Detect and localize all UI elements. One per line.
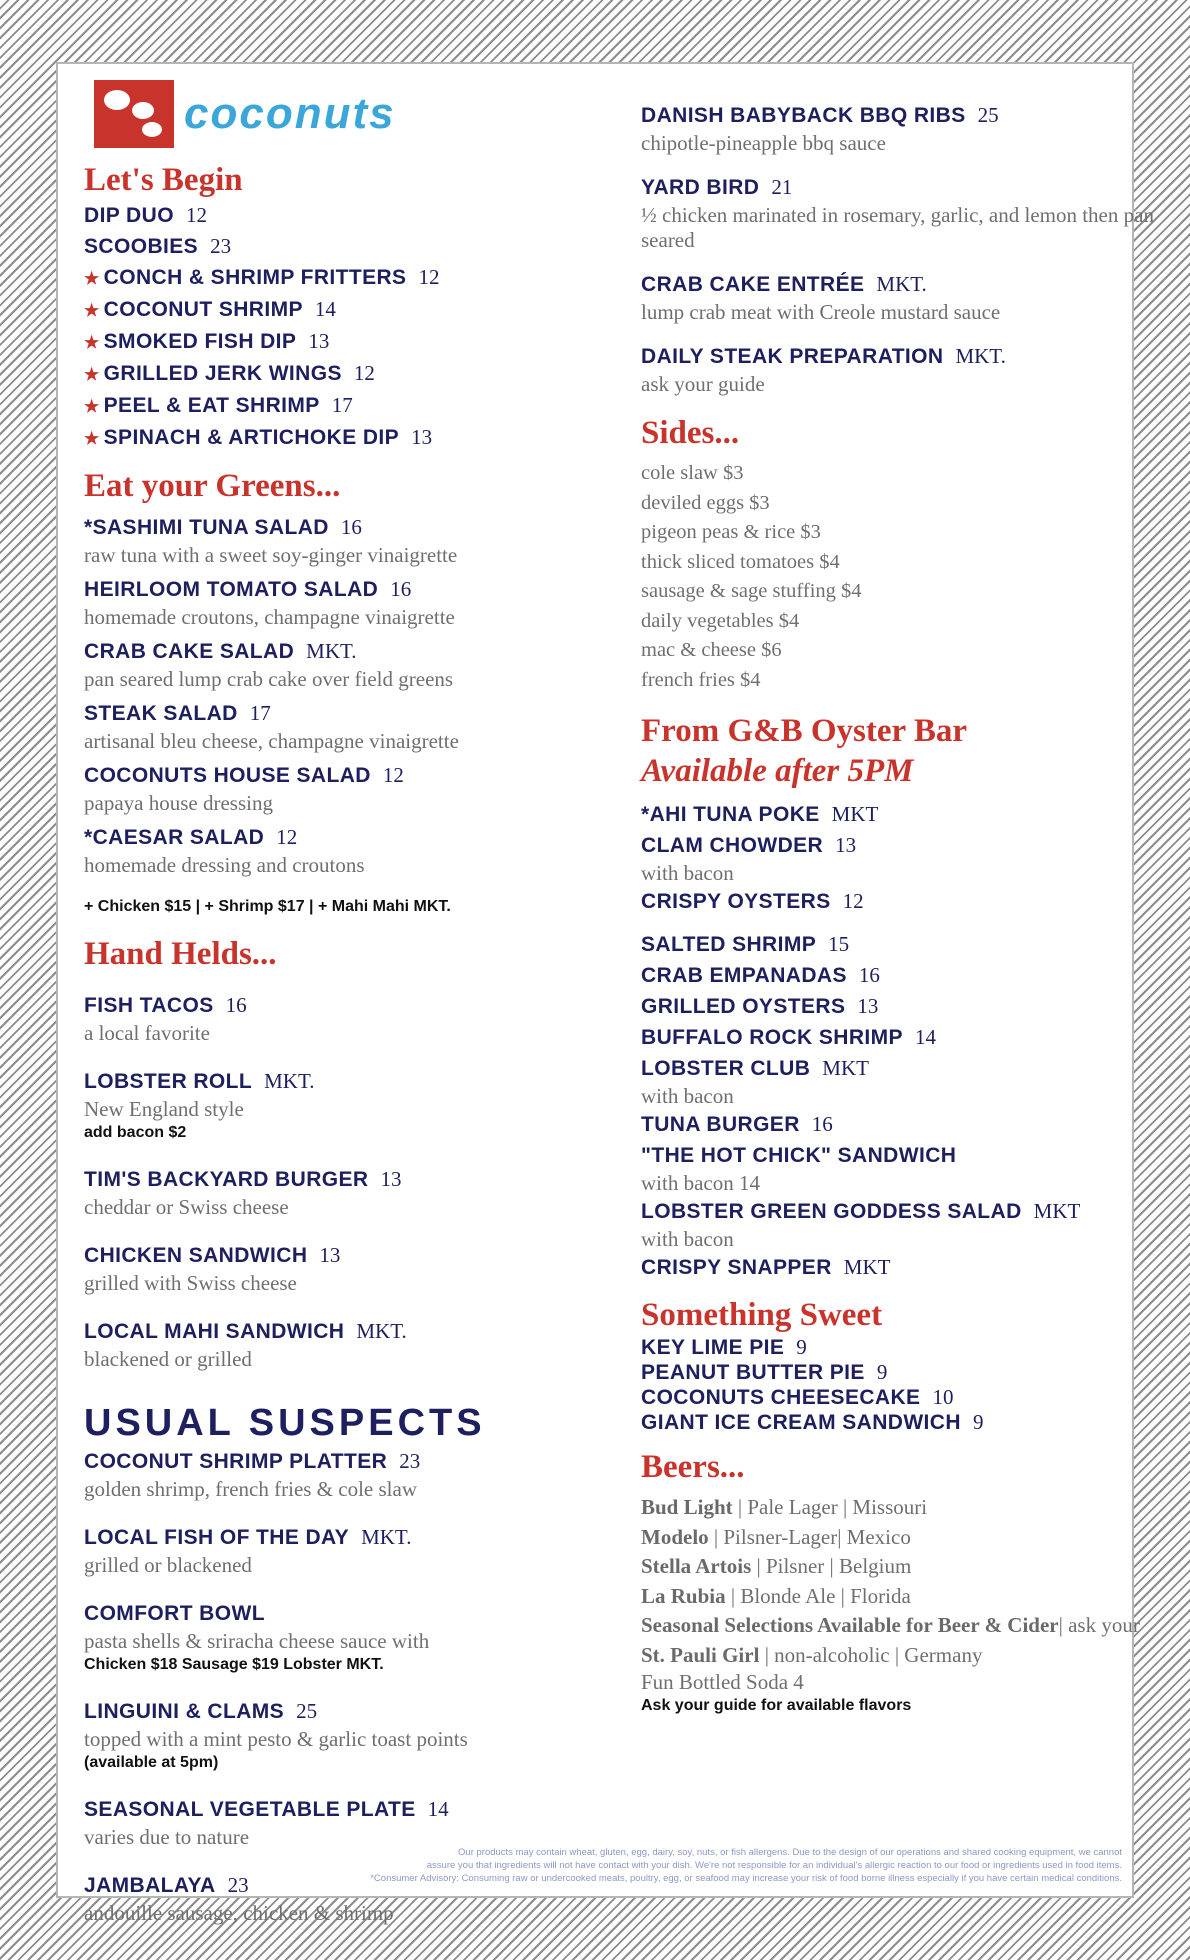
item-price: 13	[308, 329, 330, 353]
beer-item	[641, 1611, 1181, 1641]
item-price: 13	[857, 994, 879, 1018]
beer-name: Stella Artois	[641, 1554, 752, 1578]
beer-name: Modelo	[641, 1524, 709, 1549]
spacer	[84, 1220, 584, 1240]
item-name: *AHI TUNA POKE	[641, 803, 820, 826]
section-title-beers: Beers...	[641, 1449, 745, 1485]
item-name: *SASHIMI TUNA SALAD	[84, 516, 329, 539]
star-icon: ★	[84, 301, 100, 320]
disclaimer-line-2: assure you that ingredients will not have contact with your dish. We're not responsible for an individual's allergic reaction to our food or ingredients used in food items.	[426, 1860, 1122, 1871]
menu-item	[641, 1053, 1181, 1084]
item-name: PEANUT BUTTER PIE	[641, 1361, 865, 1384]
beer-detail: | Blonde Ale | Florida	[725, 1583, 911, 1608]
item-name: LOCAL FISH OF THE DAY	[84, 1526, 350, 1549]
item-description: with bacon	[641, 861, 734, 885]
item-price: MKT.	[361, 1525, 412, 1549]
spacer	[641, 156, 1181, 172]
item-price: 14	[314, 297, 336, 321]
star-icon: ★	[84, 269, 100, 288]
menu-item	[84, 574, 584, 605]
item-name: GRILLED JERK WINGS	[103, 362, 342, 385]
item-note: add bacon $2	[84, 1124, 187, 1141]
item-price: MKT	[831, 802, 879, 826]
item-name: SCOOBIES	[84, 235, 199, 258]
item-price: MKT	[843, 1255, 891, 1279]
salad-addons: + Chicken $15 | + Shrimp $17 | + Mahi Mahi MKT.	[84, 898, 451, 915]
item-price: 23	[227, 1873, 249, 1897]
item-description: pasta shells & sriracha cheese sauce with	[84, 1629, 430, 1653]
item-name: LOCAL MAHI SANDWICH	[84, 1320, 345, 1343]
item-price: MKT.	[306, 639, 357, 663]
item-name: YARD BIRD	[641, 176, 760, 199]
menu-item	[641, 269, 1181, 300]
spacer	[641, 397, 1181, 413]
item-description: pan seared lump crab cake over field greens	[84, 667, 454, 691]
item-description: with bacon 14	[641, 1171, 760, 1195]
beer-item	[641, 1582, 1181, 1612]
menu-item	[84, 990, 584, 1021]
menu-item	[84, 326, 584, 358]
spacer	[84, 1676, 584, 1696]
spacer	[84, 1774, 584, 1794]
beer-detail: | Pilsner | Belgium	[751, 1554, 912, 1578]
oyster-list-2	[641, 929, 1181, 1283]
item-description: a local favorite	[84, 1021, 210, 1045]
item-name: CRISPY SNAPPER	[641, 1256, 832, 1279]
beer-list	[641, 1493, 1181, 1670]
dessert-item	[641, 1335, 1181, 1360]
item-price: MKT.	[876, 272, 927, 296]
item-price: 25	[977, 103, 999, 127]
item-name: CRAB CAKE SALAD	[84, 640, 295, 663]
item-description: artisanal bleu cheese, champagne vinaigrette	[84, 729, 459, 753]
menu-item	[84, 1446, 584, 1477]
item-name: COMFORT BOWL	[84, 1602, 265, 1625]
item-name: SEASONAL VEGETABLE PLATE	[84, 1798, 416, 1821]
item-price: 13	[380, 1167, 402, 1191]
item-name: COCONUT SHRIMP	[103, 298, 303, 321]
item-name: SPINACH & ARTICHOKE DIP	[103, 426, 400, 449]
item-name: CONCH & SHRIMP FRITTERS	[103, 266, 407, 289]
item-price: 21	[771, 175, 793, 199]
menu-item	[84, 1316, 584, 1347]
beer-detail: | non-alcoholic | Germany	[759, 1642, 983, 1667]
item-description: homemade croutons, champagne vinaigrette	[84, 605, 455, 629]
item-description: New England style	[84, 1097, 244, 1121]
menu-item	[84, 1696, 584, 1727]
item-price: 12	[382, 763, 404, 787]
disclaimer-line-1: Our products may contain wheat, gluten, egg, dairy, soy, nuts, or fish allergens. Due to the design of our operations and shared cooking equipment, we cannot	[458, 1847, 1122, 1858]
menu-item	[641, 100, 1181, 131]
spacer	[84, 1144, 584, 1164]
side-item: pigeon peas & rice $3	[641, 521, 821, 543]
item-price: 13	[319, 1243, 341, 1267]
item-price: 16	[858, 963, 880, 987]
beer-item	[641, 1523, 1181, 1553]
beer-name: Seasonal Selections Available for Beer & Cider	[641, 1613, 1059, 1637]
item-name: PEEL & EAT SHRIMP	[103, 394, 320, 417]
item-name: HEIRLOOM TOMATO SALAD	[84, 578, 379, 601]
side-item: deviled eggs $3	[641, 491, 770, 514]
menu-item	[84, 1522, 584, 1553]
menu-item	[641, 1252, 1181, 1283]
item-description: ½ chicken marinated in rosemary, garlic, and lemon then pan seared	[641, 203, 1154, 252]
menu-item	[84, 636, 584, 667]
item-price: 12	[185, 203, 207, 227]
menu-item	[84, 512, 584, 543]
item-description: lump crab meat with Creole mustard sauce	[641, 300, 1001, 324]
menu-item	[84, 1794, 584, 1825]
menu-item	[84, 422, 584, 454]
item-price: 12	[276, 825, 298, 849]
menu-item	[84, 1240, 584, 1271]
star-icon: ★	[84, 365, 100, 384]
section-subtitle-oyster-bar: Available after 5PM	[641, 753, 914, 789]
item-price: 16	[390, 577, 412, 601]
sweet-list	[641, 1335, 1181, 1435]
beer-detail: | ask your	[1058, 1613, 1140, 1637]
item-name: BUFFALO ROCK SHRIMP	[641, 1026, 903, 1049]
side-item: daily vegetables $4	[641, 609, 800, 632]
beer-item	[641, 1552, 1181, 1582]
item-description: chipotle-pineapple bbq sauce	[641, 131, 886, 155]
soda-line: Fun Bottled Soda 4	[641, 1670, 804, 1694]
item-name: FISH TACOS	[84, 994, 214, 1017]
spacer	[84, 1578, 584, 1598]
section-title-lets-begin: Let's Begin	[84, 162, 243, 198]
greens-list	[84, 512, 584, 884]
menu-item	[84, 822, 584, 853]
item-name: LOBSTER ROLL	[84, 1070, 253, 1093]
side-item: thick sliced tomatoes $4	[641, 550, 840, 573]
star-icon: ★	[84, 429, 100, 448]
item-name: "THE HOT CHICK" SANDWICH	[641, 1144, 957, 1167]
menu-item	[84, 760, 584, 791]
beer-name: Bud Light	[641, 1495, 733, 1519]
spacer	[84, 1502, 584, 1522]
item-name: SMOKED FISH DIP	[103, 330, 297, 353]
item-name: LINGUINI & CLAMS	[84, 1700, 285, 1723]
item-name: GRILLED OYSTERS	[641, 995, 846, 1018]
menu-item	[84, 294, 584, 326]
dessert-item	[641, 1385, 1181, 1410]
item-price: 12	[353, 361, 375, 385]
side-item: french fries $4	[641, 668, 761, 691]
item-price: 16	[340, 515, 362, 539]
item-name: CRAB CAKE ENTRÉE	[641, 273, 865, 296]
spacer	[84, 1296, 584, 1316]
oyster-list-1	[641, 799, 1181, 917]
item-price: 23	[399, 1449, 421, 1473]
menu-item	[84, 200, 584, 231]
menu-item	[84, 698, 584, 729]
item-name: STEAK SALAD	[84, 702, 238, 725]
menu-item	[641, 960, 1181, 991]
item-name: JAMBALAYA	[84, 1874, 216, 1897]
menu-item	[84, 1066, 584, 1097]
item-description: andouille sausage, chicken & shrimp	[84, 1901, 394, 1925]
item-name: LOBSTER GREEN GODDESS SALAD	[641, 1200, 1022, 1223]
allergen-disclaimer	[300, 1846, 1122, 1885]
item-name: DIP DUO	[84, 204, 174, 227]
item-name: DANISH BABYBACK BBQ RIBS	[641, 104, 966, 127]
star-icon: ★	[84, 397, 100, 416]
item-name: CLAM CHOWDER	[641, 834, 824, 857]
item-name: DAILY STEAK PREPARATION	[641, 345, 944, 368]
side-item: mac & cheese $6	[641, 639, 782, 661]
menu-item	[641, 172, 1181, 203]
section-title-oyster-bar: From G&B Oyster Bar	[641, 713, 967, 749]
menu-item	[641, 1109, 1181, 1140]
item-description: raw tuna with a sweet soy-ginger vinaigrette	[84, 543, 458, 567]
item-price: 14	[427, 1797, 449, 1821]
item-price: 15	[828, 932, 850, 956]
section-title-hand-helds: Hand Helds...	[84, 936, 277, 972]
item-price: 16	[225, 993, 247, 1017]
item-description: blackened or grilled	[84, 1347, 252, 1371]
item-name: CRAB EMPANADAS	[641, 964, 847, 987]
item-price: 16	[811, 1112, 833, 1136]
dessert-item	[641, 1360, 1181, 1385]
menu-item	[641, 1022, 1181, 1053]
beer-detail: | Pilsner-Lager| Mexico	[708, 1524, 911, 1549]
entree-list	[641, 100, 1181, 413]
item-price: 13	[835, 833, 857, 857]
left-column	[84, 160, 584, 1946]
menu-item	[641, 1196, 1181, 1227]
beer-item	[641, 1641, 1181, 1671]
item-name: COCONUT SHRIMP PLATTER	[84, 1450, 388, 1473]
dessert-item	[641, 1410, 1181, 1435]
section-title-sweet: Something Sweet	[641, 1297, 883, 1333]
menu-item	[641, 1140, 1181, 1171]
item-description: varies due to nature	[84, 1825, 250, 1849]
item-price: MKT	[1033, 1199, 1081, 1223]
menu-item	[641, 929, 1181, 960]
beer-name: St. Pauli Girl	[641, 1642, 760, 1667]
section-title-usual-suspects: USUAL SUSPECTS	[84, 1402, 486, 1444]
item-price: 10	[932, 1385, 954, 1409]
item-price: 12	[418, 265, 440, 289]
item-description: ask your guide	[641, 372, 765, 396]
beer-detail: | Pale Lager | Missouri	[732, 1495, 928, 1519]
item-description: grilled or blackened	[84, 1553, 252, 1577]
item-price: 25	[296, 1699, 318, 1723]
menu-item	[84, 262, 584, 294]
menu-item	[84, 231, 584, 262]
item-description: cheddar or Swiss cheese	[84, 1195, 289, 1219]
menu-item	[641, 886, 1181, 917]
item-price: 13	[411, 425, 433, 449]
beer-item	[641, 1493, 1181, 1523]
menu-item	[641, 341, 1181, 372]
side-item: sausage & sage stuffing $4	[641, 580, 862, 602]
item-note: (available at 5pm)	[84, 1754, 219, 1771]
menu-item	[641, 799, 1181, 830]
section-title-greens: Eat your Greens...	[84, 468, 341, 504]
spacer	[641, 253, 1181, 269]
beer-name: La Rubia	[641, 1583, 726, 1608]
item-price: 9	[972, 1410, 984, 1434]
item-name: CHICKEN SANDWICH	[84, 1244, 308, 1267]
menu-item	[84, 1164, 584, 1195]
item-name: TUNA BURGER	[641, 1113, 800, 1136]
item-description: with bacon	[641, 1227, 734, 1251]
spacer	[641, 325, 1181, 341]
spacer	[84, 1046, 584, 1066]
item-note: Chicken $18 Sausage $19 Lobster MKT.	[84, 1656, 384, 1673]
item-price: MKT	[822, 1056, 869, 1080]
item-name: SALTED SHRIMP	[641, 933, 817, 956]
menu-item	[641, 991, 1181, 1022]
disclaimer-line-3: *Consumer Advisory: Consuming raw or undercooked meats, poultry, egg, or seafood may increase your risk of food borne illness especially if you have certain medical conditions.	[370, 1873, 1122, 1884]
spacer	[84, 1372, 584, 1392]
item-name: TIM'S BACKYARD BURGER	[84, 1168, 369, 1191]
item-price: 12	[842, 889, 864, 913]
item-price: 17	[331, 393, 353, 417]
lets-begin-list	[84, 200, 584, 454]
spacer	[84, 1926, 584, 1946]
item-description: with bacon	[641, 1084, 734, 1108]
item-price: 17	[249, 701, 271, 725]
side-item: cole slaw $3	[641, 462, 744, 484]
hand-helds-list	[84, 990, 584, 1392]
logo	[94, 80, 396, 148]
item-name: *CAESAR SALAD	[84, 826, 265, 849]
item-description: grilled with Swiss cheese	[84, 1271, 297, 1295]
menu-item	[84, 358, 584, 390]
soda-note: Ask your guide for available flavors	[641, 1697, 912, 1714]
item-description: golden shrimp, french fries & cole slaw	[84, 1477, 417, 1501]
item-price: MKT.	[264, 1069, 315, 1093]
section-title-sides: Sides...	[641, 415, 740, 451]
item-price: MKT.	[356, 1319, 407, 1343]
item-price: 9	[796, 1335, 807, 1359]
item-description: homemade dressing and croutons	[84, 853, 365, 877]
item-name: CRISPY OYSTERS	[641, 890, 831, 913]
item-name: COCONUTS CHEESECAKE	[641, 1386, 921, 1409]
brand-name: coconuts	[184, 89, 396, 138]
item-price: 9	[876, 1360, 888, 1384]
item-price: MKT.	[955, 344, 1006, 368]
star-icon: ★	[84, 333, 100, 352]
item-price: 23	[210, 234, 232, 258]
right-column	[641, 100, 1181, 1717]
item-name: COCONUTS HOUSE SALAD	[84, 764, 371, 787]
menu-item	[84, 390, 584, 422]
menu-item	[84, 1598, 584, 1629]
item-name: KEY LIME PIE	[641, 1336, 785, 1359]
fish-logo-icon	[94, 80, 174, 148]
item-description: papaya house dressing	[84, 791, 273, 815]
item-name: LOBSTER CLUB	[641, 1057, 811, 1080]
menu-item	[641, 830, 1181, 861]
item-price: 14	[914, 1025, 936, 1049]
sides-list	[641, 459, 1181, 695]
item-name: GIANT ICE CREAM SANDWICH	[641, 1411, 961, 1434]
item-description: topped with a mint pesto & garlic toast points	[84, 1727, 468, 1751]
